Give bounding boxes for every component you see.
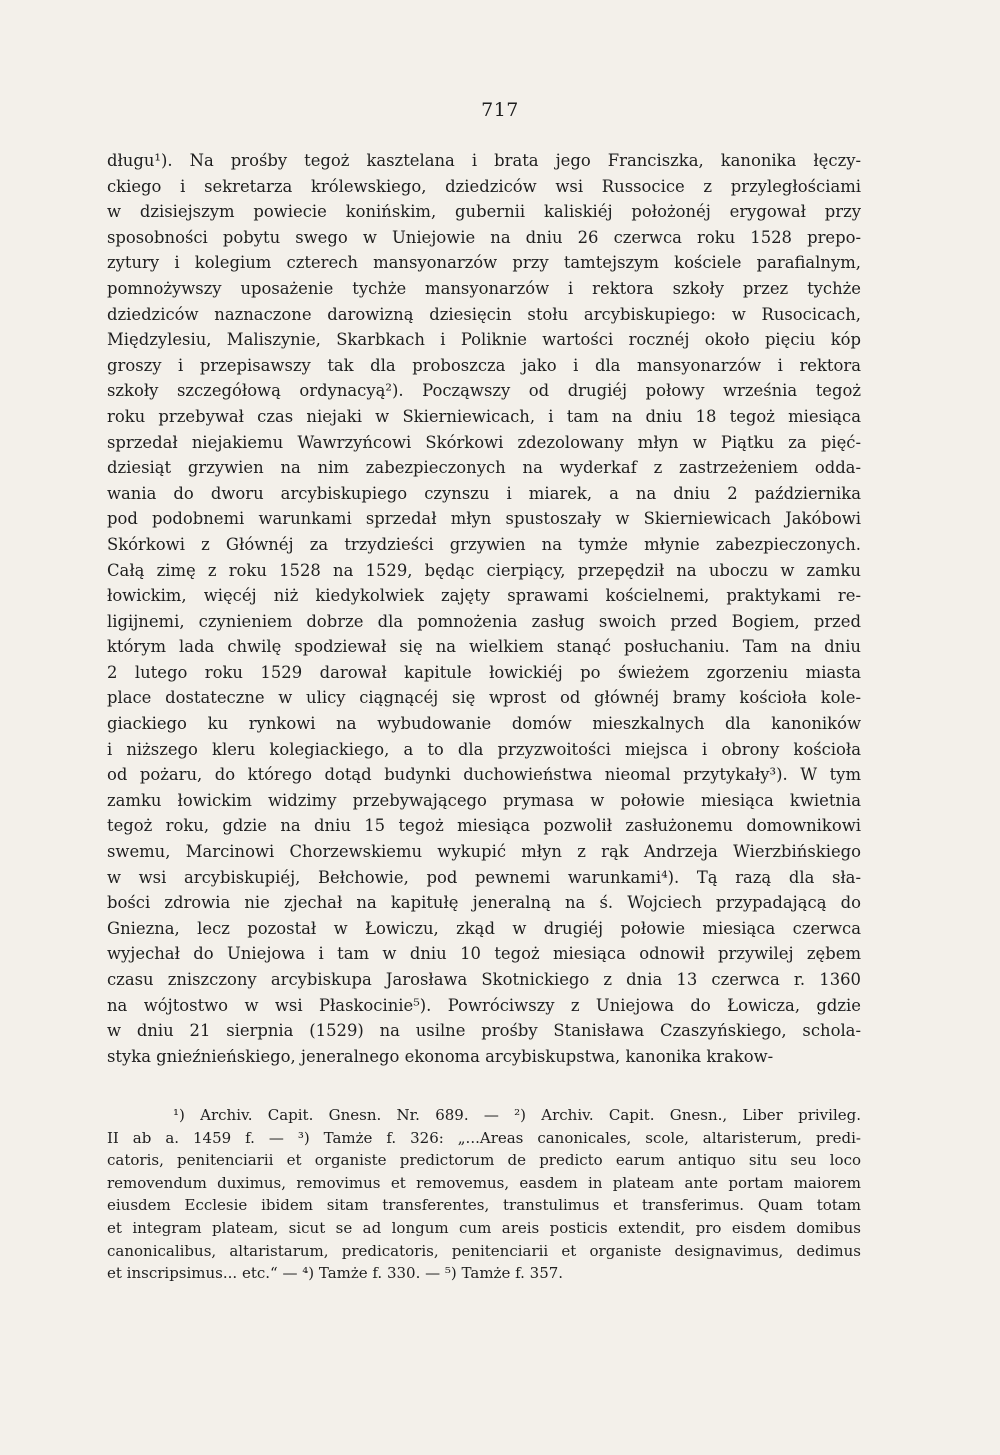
text-line: ligijnemi, czynieniem dobrze dla pomnożenia zasług swoich przed Bogiem, przed xyxy=(107,611,861,631)
text-line: Skórkowi z Głównéj za trzydzieści grzywien na tymże młynie zabezpieczonych. xyxy=(107,534,861,554)
text-line: styka gnieźnieńskiego, jeneralnego ekonoma arcybiskupstwa, kanonika krakow- xyxy=(107,1046,774,1066)
text-line: roku przebywał czas niejaki w Skierniewicach, i tam na dniu 18 tegoż miesiąca xyxy=(107,406,861,426)
text-line: giackiego ku rynkowi na wybudowanie domów mieszkalnych dla kanoników xyxy=(107,714,861,734)
footnote-line: eiusdem Ecclesie ibidem sitam transferentes, transtulimus et transferimus. Quam totam xyxy=(107,1196,861,1215)
text-line: pomnożywszy uposażenie tychże mansyonarzów i rektora szkoły przez tychże xyxy=(107,278,861,298)
text-line: szkoły szczegółową ordynacyą²). Począwszy od drugiéj połowy września tegoż xyxy=(107,381,861,401)
text-line: sposobności pobytu swego w Uniejowie na dniu 26 czerwca roku 1528 prepo- xyxy=(107,227,861,247)
text-line: swemu, Marcinowi Chorzewskiemu wykupić młyn z rąk Andrzeja Wierzbińskiego xyxy=(107,842,861,862)
text-line: którym lada chwilę spodziewał się na wielkiem stanąć posłuchaniu. Tam na dniu xyxy=(107,637,861,657)
text-line: na wójtostwo w wsi Płaskocinie⁵). Powróciwszy z Uniejowa do Łowicza, gdzie xyxy=(107,995,861,1015)
footnote-line: et integram plateam, sicut se ad longum cum areis posticis extendit, pro eisdem domibus xyxy=(107,1218,861,1237)
text-line: i niższego kleru kolegiackiego, a to dla przyzwoitości miejsca i obrony kościoła xyxy=(107,739,861,759)
footnote-line: et inscripsimus... etc.“ — ⁴) Tamże f. 330. — ⁵) Tamże f. 357. xyxy=(107,1264,564,1283)
footnotes xyxy=(107,1104,861,1285)
text-line: Międzylesiu, Maliszynie, Skarbkach i Poliknie wartości rocznéj około pięciu kóp xyxy=(107,330,861,350)
text-line: place dostateczne w ulicy ciągnącéj się wprost od głównéj bramy kościoła kole- xyxy=(107,688,861,708)
text-line: od pożaru, do którego dotąd budynki duchowieństwa nieomal przytykały³). W tym xyxy=(107,765,861,785)
text-line: tegoż roku, gdzie na dniu 15 tegoż miesiąca pozwolił zasłużonemu domownikowi xyxy=(107,816,861,836)
footnote-line: removendum duximus, removimus et removemus, easdem in plateam ante portam maiorem xyxy=(107,1173,861,1192)
text-line: bości zdrowia nie zjechał na kapitułę jeneralną na ś. Wojciech przypadającą do xyxy=(107,893,861,913)
text-line: sprzedał niejakiemu Wawrzyńcowi Skórkowi zdezolowany młyn w Piątku za pięć- xyxy=(107,432,861,452)
text-line: łowickim, więcéj niż kiedykolwiek zajęty sprawami kościelnemi, praktykami re- xyxy=(107,586,861,606)
text-line: wania do dworu arcybiskupiego czynszu i miarek, a na dniu 2 października xyxy=(107,483,861,503)
text-line: Całą zimę z roku 1528 na 1529, będąc cierpiący, przepędził na uboczu w zamku xyxy=(107,560,861,580)
footnote-line: ¹) Archiv. Capit. Gnesn. Nr. 689. — ²) Archiv. Capit. Gnesn., Liber privileg. xyxy=(173,1106,861,1124)
text-line: Gniezna, lecz pozostał w Łowiczu, zkąd w drugiéj połowie miesiąca czerwca xyxy=(107,918,861,938)
text-line: groszy i przepisawszy tak dla proboszcza jako i dla mansyonarzów i rektora xyxy=(107,355,861,375)
footnote-line: catoris, penitenciarii et organiste predictorum de predicto earum antiquo situ seu loco xyxy=(107,1151,861,1170)
text-line: czasu zniszczony arcybiskupa Jarosława Skotnickiego z dnia 13 czerwca r. 1360 xyxy=(107,970,861,989)
text-line: zamku łowickim widzimy przebywającego prymasa w połowie miesiąca kwietnia xyxy=(107,790,861,810)
footnote-line: canonicalibus, altaristarum, predicatoris, penitenciarii et organiste designavimus, dedimus xyxy=(107,1241,861,1260)
text-line: dziesiąt grzywien na nim zabezpieczonych na wyderkaf z zastrzeżeniem odda- xyxy=(107,458,861,478)
text-line: w wsi arcybiskupiéj, Bełchowie, pod pewnemi warunkami⁴). Tą razą dla sła- xyxy=(107,867,861,887)
text-line: zytury i kolegium czterech mansyonarzów przy tamtejszym kościele parafialnym, xyxy=(107,253,861,273)
text-line: ckiego i sekretarza królewskiego, dziedziców wsi Russocice z przyległościami xyxy=(107,176,861,196)
footnote-line: II ab a. 1459 f. — ³) Tamże f. 326: „...Areas canonicales, scole, altaristerum, predi- xyxy=(107,1128,861,1147)
body-text xyxy=(107,148,861,1069)
text-line: pod podobnemi warunkami sprzedał młyn spustoszały w Skierniewicach Jakóbowi xyxy=(107,509,861,529)
text-line: 2 lutego roku 1529 darował kapitule łowickiéj po świeżem zgorzeniu miasta xyxy=(107,662,861,682)
text-line: w dniu 21 sierpnia (1529) na usilne prośby Stanisława Czaszyńskiego, schola- xyxy=(107,1021,861,1041)
text-line: długu¹). Na prośby tegoż kasztelana i brata jego Franciszka, kanonika łęczy- xyxy=(107,151,861,170)
text-line: wyjechał do Uniejowa i tam w dniu 10 tegoż miesiąca odnowił przywilej zębem xyxy=(107,944,861,964)
page-number: 717 xyxy=(481,99,519,121)
text-line: w dzisiejszym powiecie konińskim, gubernii kaliskiéj położonéj erygował przy xyxy=(107,202,861,222)
text-line: dziedziców naznaczone darowizną dziesięcin stołu arcybiskupiego: w Rusocicach, xyxy=(107,304,861,324)
